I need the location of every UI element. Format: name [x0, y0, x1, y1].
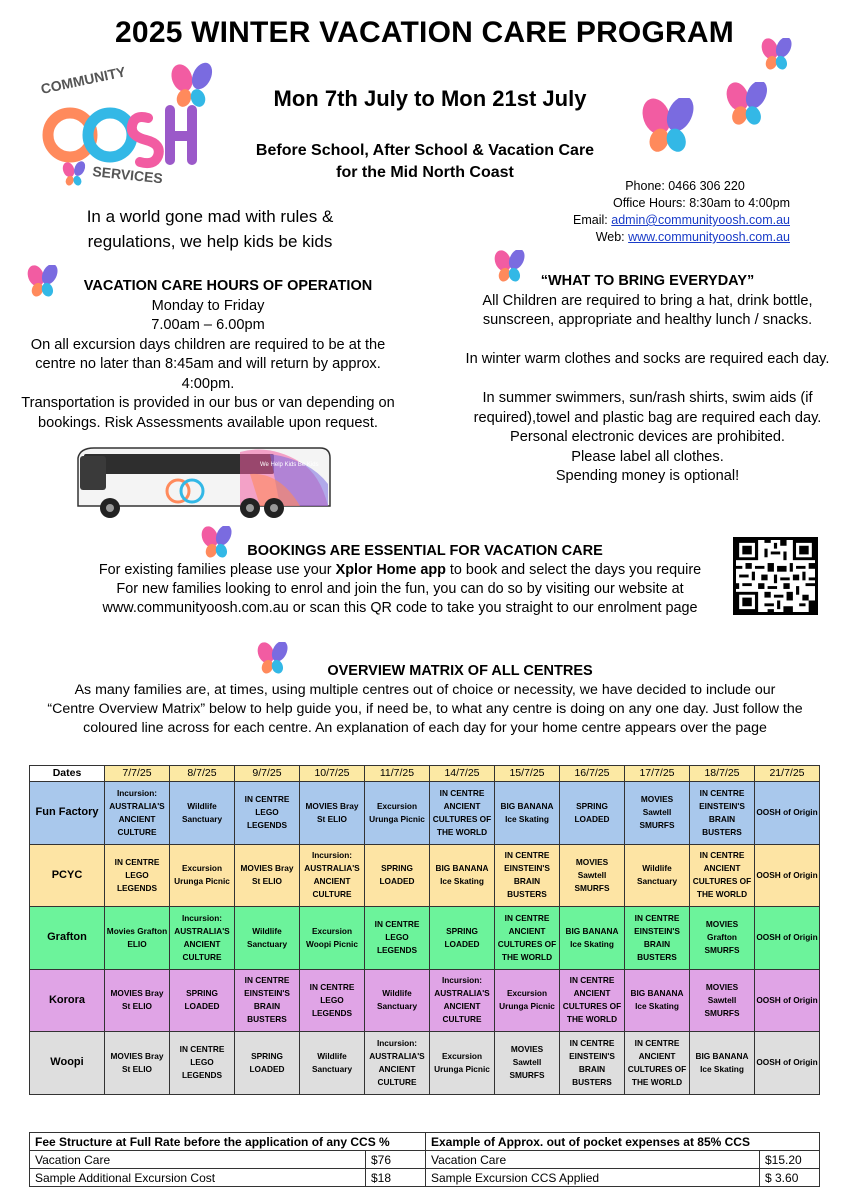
web-label: Web:: [595, 230, 629, 244]
activity-cell: Incursion: AUSTRALIA'S ANCIENT CULTURE: [105, 782, 170, 845]
centre-name: Fun Factory: [30, 782, 105, 845]
activity-cell: IN CENTRE ANCIENT CULTURES OF THE WORLD: [495, 907, 560, 970]
matrix-row-fun-factory: [30, 782, 820, 845]
date-header: 9/7/25: [235, 766, 300, 782]
fee-label: Sample Additional Excursion Cost: [30, 1169, 366, 1187]
bring-line: In winter warm clothes and socks are required each day.: [465, 351, 830, 367]
activity-cell: MOVIES Bray St ELIO: [105, 1032, 170, 1095]
activity-cell: Excursion Urunga Picnic: [365, 782, 430, 845]
bring-line: Spending money is optional!: [555, 468, 740, 484]
centre-name: Korora: [30, 969, 105, 1032]
dates-header: Dates: [30, 766, 105, 782]
activity-cell: IN CENTRE ANCIENT CULTURES OF THE WORLD: [625, 1032, 690, 1095]
motto: [10, 204, 410, 254]
activity-cell: MOVIES Grafton SMURFS: [690, 907, 755, 970]
date-header: 17/7/25: [625, 766, 690, 782]
fee-row: [30, 1151, 426, 1169]
date-header: 10/7/25: [300, 766, 365, 782]
spacer: [465, 331, 830, 351]
overview-heading: OVERVIEW MATRIX OF ALL CENTRES: [327, 663, 593, 679]
fee-label: Vacation Care: [30, 1151, 366, 1169]
activity-cell: OOSH of Origin: [755, 907, 820, 970]
activity-cell: BIG BANANA Ice Skating: [430, 844, 495, 907]
tagline-line-1: Before School, After School & Vacation Care: [255, 142, 595, 159]
butterfly-icon: [640, 98, 694, 156]
contact-email-row: [540, 212, 790, 229]
date-header: 21/7/25: [755, 766, 820, 782]
date-header: 14/7/25: [430, 766, 495, 782]
what-to-bring-section: [465, 272, 830, 487]
bring-line: Personal electronic devices are prohibited.: [509, 429, 785, 445]
bring-line: Please label all clothes.: [571, 448, 724, 465]
centre-name: Woopi: [30, 1032, 105, 1095]
tagline-line-2: for the Mid North Coast: [336, 164, 514, 181]
date-header: 16/7/25: [560, 766, 625, 782]
activity-cell: IN CENTRE EINSTEIN'S BRAIN BUSTERS: [495, 844, 560, 907]
activity-cell: Excursion Urunga Picnic: [170, 844, 235, 907]
butterfly-icon: [724, 82, 768, 128]
activity-cell: Wildlife Sanctuary: [300, 1032, 365, 1095]
activity-cell: IN CENTRE LEGO LEGENDS: [105, 844, 170, 907]
email-label: Email:: [573, 213, 612, 227]
hours-line: On all excursion days children are required to be at the: [30, 336, 386, 353]
activity-cell: SPRING LOADED: [235, 1032, 300, 1095]
bookings-heading: BOOKINGS ARE ESSENTIAL FOR VACATION CARE: [247, 543, 603, 559]
motto-line-2: regulations, we help kids be kids: [87, 232, 333, 251]
activity-cell: Wildlife Sanctuary: [235, 907, 300, 970]
matrix-header-row: [30, 766, 820, 782]
fee-amount: $15.20: [760, 1151, 820, 1169]
logo-graphic: [30, 58, 230, 193]
email-link[interactable]: admin@communityoosh.com.au: [611, 213, 790, 227]
matrix-row-grafton: [30, 907, 820, 970]
overview-line: “Centre Overview Matrix” below to help guide you, if need be, to what any centre is doing on any one day. Just follow the: [47, 701, 803, 717]
bring-heading: “WHAT TO BRING EVERYDAY”: [540, 273, 755, 289]
hours-line: Transportation is provided in our bus or van depending on: [21, 395, 395, 411]
activity-cell: MOVIES Bray St ELIO: [105, 969, 170, 1032]
activity-cell: OOSH of Origin: [755, 969, 820, 1032]
butterfly-icon: [760, 38, 792, 72]
hours-line: Monday to Friday: [151, 297, 265, 314]
fee-structure-heading: Fee Structure at Full Rate before the application of any CCS %: [30, 1133, 426, 1151]
fee-row: [30, 1169, 426, 1187]
activity-cell: IN CENTRE LEGO LEGENDS: [235, 782, 300, 845]
activity-cell: MOVIES Bray St ELIO: [300, 782, 365, 845]
out-of-pocket-table: [425, 1132, 820, 1187]
community-oosh-logo: [30, 58, 230, 193]
contact-office-hours: Office Hours: 8:30am to 4:00pm: [613, 196, 790, 210]
date-header: 11/7/25: [365, 766, 430, 782]
bookings-section: [90, 542, 710, 618]
bring-line: All Children are required to bring a hat, drink bottle,: [482, 292, 813, 309]
activity-cell: Incursion: AUSTRALIA'S ANCIENT CULTURE: [300, 844, 365, 907]
activity-cell: Incursion: AUSTRALIA'S ANCIENT CULTURE: [170, 907, 235, 970]
bookings-line-1: [90, 561, 710, 580]
activity-cell: IN CENTRE EINSTEIN'S BRAIN BUSTERS: [560, 1032, 625, 1095]
hours-line: bookings. Risk Assessments available upon request.: [38, 414, 378, 431]
activity-cell: Wildlife Sanctuary: [365, 969, 430, 1032]
activity-cell: MOVIES Sawtell SMURFS: [625, 782, 690, 845]
bookings-line-3: www.communityoosh.com.au or scan this QR code to take you straight to our enrolment page: [102, 600, 698, 616]
fee-label: Sample Excursion CCS Applied: [426, 1169, 760, 1187]
fee-structure-table: [29, 1132, 426, 1187]
program-dates: Mon 7th July to Mon 21st July: [273, 86, 587, 111]
spacer: [465, 370, 830, 390]
activity-cell: OOSH of Origin: [755, 782, 820, 845]
page-title: 2025 WINTER VACATION CARE PROGRAM: [115, 16, 734, 49]
activity-cell: Incursion: AUSTRALIA'S ANCIENT CULTURE: [430, 969, 495, 1032]
bring-line: required),towel and plastic bag are required each day.: [473, 409, 822, 426]
website-link[interactable]: www.communityoosh.com.au: [628, 230, 790, 244]
matrix-row-korora: [30, 969, 820, 1032]
bring-line: In summer swimmers, sun/rash shirts, swim aids (if: [482, 390, 813, 406]
centre-overview-matrix: [29, 765, 820, 1095]
activity-cell: SPRING LOADED: [170, 969, 235, 1032]
bus-slogan: We Help Kids Be Kids: [260, 462, 319, 468]
activity-cell: IN CENTRE LEGO LEGENDS: [170, 1032, 235, 1095]
date-header: 18/7/25: [690, 766, 755, 782]
activity-cell: SPRING LOADED: [560, 782, 625, 845]
hours-line: 7.00am – 6.00pm: [151, 317, 265, 333]
fee-amount: $ 3.60: [760, 1169, 820, 1187]
bookings-line-2: For new families looking to enrol and join the fun, you can do so by visiting our website at: [116, 581, 684, 597]
activity-cell: MOVIES Sawtell SMURFS: [495, 1032, 560, 1095]
overview-line: coloured line across for each centre. An explanation of each day for your home centre appears over the page: [83, 720, 767, 736]
activity-cell: Excursion Urunga Picnic: [430, 1032, 495, 1095]
activity-cell: IN CENTRE LEGO LEGENDS: [300, 969, 365, 1032]
matrix-row-pcyc: [30, 844, 820, 907]
activity-cell: Excursion Woopi Picnic: [300, 907, 365, 970]
activity-cell: BIG BANANA Ice Skating: [625, 969, 690, 1032]
activity-cell: IN CENTRE EINSTEIN'S BRAIN BUSTERS: [625, 907, 690, 970]
date-header: 8/7/25: [170, 766, 235, 782]
qr-code[interactable]: [733, 537, 818, 615]
qr-code-icon: [736, 540, 815, 612]
activity-cell: MOVIES Bray St ELIO: [235, 844, 300, 907]
activity-cell: Wildlife Sanctuary: [170, 782, 235, 845]
activity-cell: IN CENTRE EINSTEIN'S BRAIN BUSTERS: [690, 782, 755, 845]
out-of-pocket-heading: Example of Approx. out of pocket expenses at 85% CCS: [426, 1133, 820, 1151]
activity-cell: BIG BANANA Ice Skating: [690, 1032, 755, 1095]
activity-cell: SPRING LOADED: [365, 844, 430, 907]
fee-amount: $76: [366, 1151, 426, 1169]
activity-cell: MOVIES Sawtell SMURFS: [690, 969, 755, 1032]
date-header: 7/7/25: [105, 766, 170, 782]
activity-cell: Wildlife Sanctuary: [625, 844, 690, 907]
activity-cell: IN CENTRE ANCIENT CULTURES OF THE WORLD: [430, 782, 495, 845]
activity-cell: Excursion Urunga Picnic: [495, 969, 560, 1032]
matrix-row-woopi: [30, 1032, 820, 1095]
date-header: 15/7/25: [495, 766, 560, 782]
contact-phone: Phone: 0466 306 220: [625, 179, 745, 193]
activity-cell: IN CENTRE EINSTEIN'S BRAIN BUSTERS: [235, 969, 300, 1032]
hours-line: 4:00pm.: [181, 375, 235, 392]
fee-amount: $18: [366, 1169, 426, 1187]
fee-row: [426, 1151, 820, 1169]
bus-illustration: [70, 444, 334, 522]
activity-cell: MOVIES Sawtell SMURFS: [560, 844, 625, 907]
centre-name: Grafton: [30, 907, 105, 970]
xplor-app-name: Xplor Home app: [335, 562, 446, 578]
activity-cell: SPRING LOADED: [430, 907, 495, 970]
bring-line: sunscreen, appropriate and healthy lunch / snacks.: [482, 312, 813, 328]
overview-line: As many families are, at times, using multiple centres out of choice or necessity, we have decided to include our: [74, 682, 776, 698]
hours-section: [18, 277, 398, 433]
centre-name: PCYC: [30, 844, 105, 907]
hours-heading: VACATION CARE HOURS OF OPERATION: [83, 278, 373, 294]
activity-cell: BIG BANANA Ice Skating: [560, 907, 625, 970]
bookings-text: For existing families please use your: [98, 562, 336, 578]
fee-label: Vacation Care: [426, 1151, 760, 1169]
fee-row: [426, 1169, 820, 1187]
overview-section: [20, 662, 830, 738]
logo-community-text: COMMUNITY: [39, 63, 128, 97]
contact-info: [540, 178, 790, 246]
activity-cell: Incursion: AUSTRALIA'S ANCIENT CULTURE: [365, 1032, 430, 1095]
hours-line: centre no later than 8:45am and will return by approx.: [35, 356, 381, 372]
activity-cell: Movies Grafton ELIO: [105, 907, 170, 970]
activity-cell: IN CENTRE ANCIENT CULTURES OF THE WORLD: [560, 969, 625, 1032]
logo-services-text: SERVICES: [91, 163, 164, 187]
activity-cell: IN CENTRE LEGO LEGENDS: [365, 907, 430, 970]
contact-web-row: [540, 229, 790, 246]
activity-cell: BIG BANANA Ice Skating: [495, 782, 560, 845]
bookings-text: to book and select the days you require: [445, 562, 702, 578]
activity-cell: OOSH of Origin: [755, 844, 820, 907]
motto-line-1: In a world gone mad with rules &: [86, 207, 334, 226]
activity-cell: IN CENTRE ANCIENT CULTURES OF THE WORLD: [690, 844, 755, 907]
activity-cell: OOSH of Origin: [755, 1032, 820, 1095]
